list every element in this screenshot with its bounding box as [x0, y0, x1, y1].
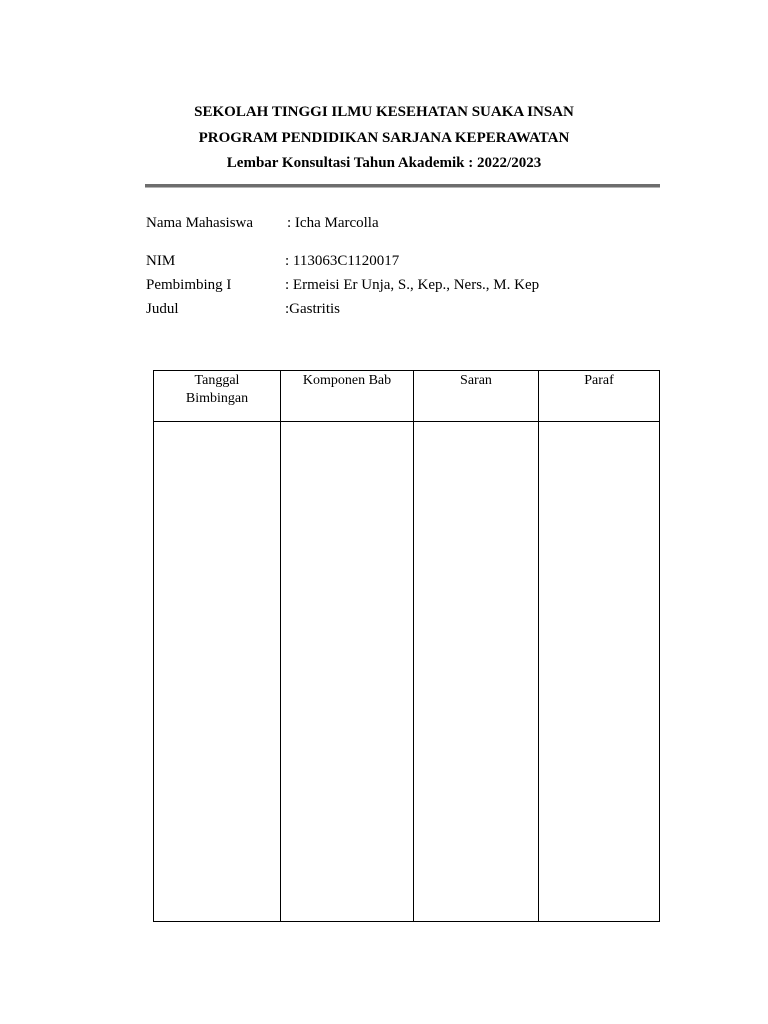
consultation-table: [153, 370, 660, 922]
column-header-saran: [414, 371, 539, 422]
pembimbing-label: Pembimbing I: [146, 277, 232, 293]
column-header-line: Komponen Bab: [302, 373, 392, 388]
column-header-line: Saran: [460, 373, 492, 388]
cell-saran: [414, 422, 539, 922]
table-row: [154, 422, 660, 922]
institution-title: SEKOLAH TINGGI ILMU KESEHATAN SUAKA INSAN: [194, 104, 574, 120]
column-header-paraf: [539, 371, 660, 422]
column-header-line: Tanggal: [194, 373, 240, 388]
column-header-line: Bimbingan: [185, 391, 249, 406]
form-title: Lembar Konsultasi Tahun Akademik : 2022/2023: [226, 155, 542, 171]
nama-value: : Icha Marcolla: [287, 215, 379, 231]
program-title: PROGRAM PENDIDIKAN SARJANA KEPERAWATAN: [198, 130, 570, 146]
header-divider: [145, 184, 660, 188]
nama-label: Nama Mahasiswa: [146, 215, 254, 231]
cell-tanggal-bimbingan: [154, 422, 281, 922]
pembimbing-value: : Ermeisi Er Unja, S., Kep., Ners., M. Kep: [285, 277, 540, 293]
nim-value: : 113063C1120017: [285, 253, 400, 269]
judul-label: Judul: [146, 301, 179, 317]
column-header-tanggal-bimbingan: [154, 371, 281, 422]
nim-label: NIM: [146, 253, 176, 269]
column-header-line: Paraf: [584, 373, 614, 388]
table-header-row: [154, 371, 660, 422]
cell-paraf: [539, 422, 660, 922]
column-header-komponen-bab: [281, 371, 414, 422]
judul-value: :Gastritis: [285, 301, 340, 317]
cell-komponen-bab: [281, 422, 414, 922]
